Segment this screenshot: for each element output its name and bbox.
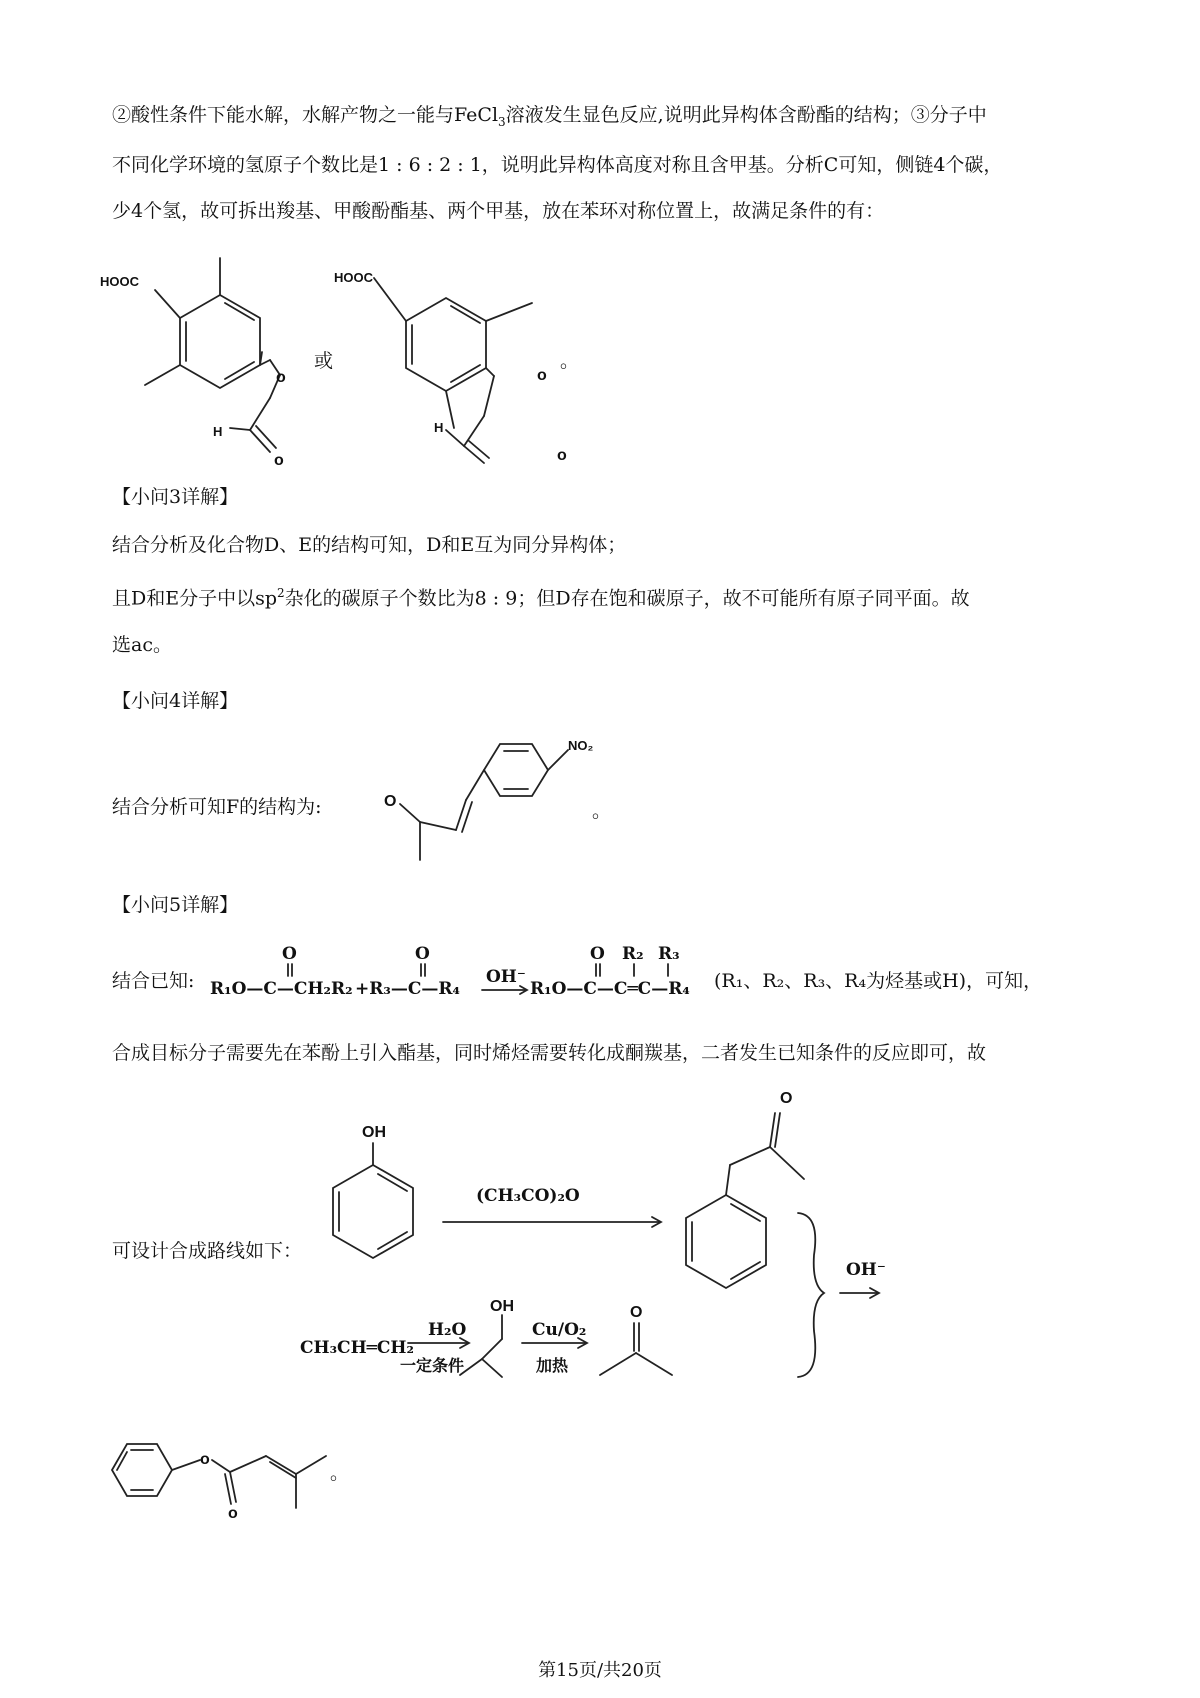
oh-label: OH xyxy=(362,1124,386,1141)
q5-line-2: 合成目标分子需要先在苯酚上引入酯基，同时烯烃需要转化成酮羰基，二者发生已知条件的反应即可，故 xyxy=(112,1042,987,1064)
reagent-water: H₂O xyxy=(428,1320,467,1340)
condition-oh-minus: OH⁻ xyxy=(846,1260,886,1280)
o-label: o xyxy=(557,447,567,464)
q3-header: 【小问3详解】 xyxy=(112,486,239,508)
o-label: O xyxy=(384,793,397,810)
superscript: 2 xyxy=(277,586,285,600)
text: ②酸性条件下能水解，水解产物之一能与 xyxy=(112,104,455,126)
propene: CH₃CH═CH₂ xyxy=(300,1338,414,1358)
hooc-label: HOOC xyxy=(334,270,373,285)
text: 且D和E分子中以 xyxy=(112,587,256,610)
o-label: o xyxy=(274,452,284,469)
formula: FeCl xyxy=(454,104,499,126)
hooc-label: HOOC xyxy=(100,274,139,289)
o-label: O xyxy=(415,944,430,964)
text: 杂化的碳原子个数比为8 : 9；但D存在饱和碳原子，故不可能所有原子同平面。故 xyxy=(284,587,970,610)
q3-line-3: 选ac。 xyxy=(112,634,172,656)
oh-label: OH xyxy=(490,1298,514,1315)
no2-label: NO₂ xyxy=(568,738,594,753)
q3-line-1: 结合分析及化合物D、E的结构可知，D和E互为同分异构体； xyxy=(112,534,627,556)
formula: sp xyxy=(255,587,278,610)
structure-isomer-b xyxy=(334,258,594,478)
q5-known-label: 结合已知: xyxy=(112,970,195,992)
condition-oh-minus: OH⁻ xyxy=(486,967,526,987)
r3-label: R₃ xyxy=(658,944,680,964)
product: R₁O—C—C═C—R₄ xyxy=(530,979,690,999)
reagent-cu-o2: Cu/O₂ xyxy=(532,1320,587,1340)
condition-catalyst: 一定条件 xyxy=(400,1356,465,1375)
q4-text: 结合分析可知F的结构为: xyxy=(112,796,322,818)
structure-f xyxy=(360,722,610,882)
condition-heat: 加热 xyxy=(536,1356,569,1375)
reactant-ketone: +R₃—C—R₄ xyxy=(355,979,460,999)
or-word: 或 xyxy=(314,350,334,372)
o-label: O xyxy=(630,1304,643,1321)
period: 。 xyxy=(560,350,580,372)
period: 。 xyxy=(592,800,612,822)
structure-isomer-a xyxy=(100,240,320,470)
structure-target-product xyxy=(100,1416,360,1526)
h-label: H xyxy=(434,420,444,435)
page-footer: 第15页/共20页 xyxy=(538,1660,662,1681)
q5-header: 【小问5详解】 xyxy=(112,894,239,916)
o-label: O xyxy=(780,1090,793,1107)
o-label: O xyxy=(590,944,605,964)
period: 。 xyxy=(330,1462,350,1484)
o-label: o xyxy=(228,1505,238,1522)
o-label: o xyxy=(537,367,547,384)
para-line-2: 不同化学环境的氢原子个数比是1 : 6 : 2 : 1，说明此异构体高度对称且含甲基。分析C可知，侧链4个碳， xyxy=(112,154,1003,176)
o-label: O xyxy=(282,944,297,964)
para-line-3: 少4个氢，故可拆出羧基、甲酸酚酯基、两个甲基，放在苯环对称位置上，故满足条件的有： xyxy=(112,200,885,222)
text: 溶液发生显色反应,说明此异构体含酚酯的结构；③分子中 xyxy=(505,104,987,126)
q5-after-equation: (R₁、R₂、R₃、R₄为烃基或H)，可知， xyxy=(714,970,1043,992)
subscript: 3 xyxy=(498,114,506,129)
h-label: H xyxy=(213,424,223,439)
route-label: 可设计合成路线如下： xyxy=(112,1240,303,1262)
known-reaction-equation xyxy=(210,944,710,1004)
reactant-ester: R₁O—C—CH₂R₂ xyxy=(210,979,353,999)
r2-label: R₂ xyxy=(622,944,644,964)
o-label: o xyxy=(276,369,286,386)
q4-header: 【小问4详解】 xyxy=(112,690,239,712)
para-line-1 xyxy=(112,100,987,137)
o-label: o xyxy=(200,1451,210,1468)
reagent-anhydride: (CH₃CO)₂O xyxy=(476,1186,580,1206)
q3-line-2 xyxy=(112,578,970,613)
synthesis-route xyxy=(300,1085,920,1445)
